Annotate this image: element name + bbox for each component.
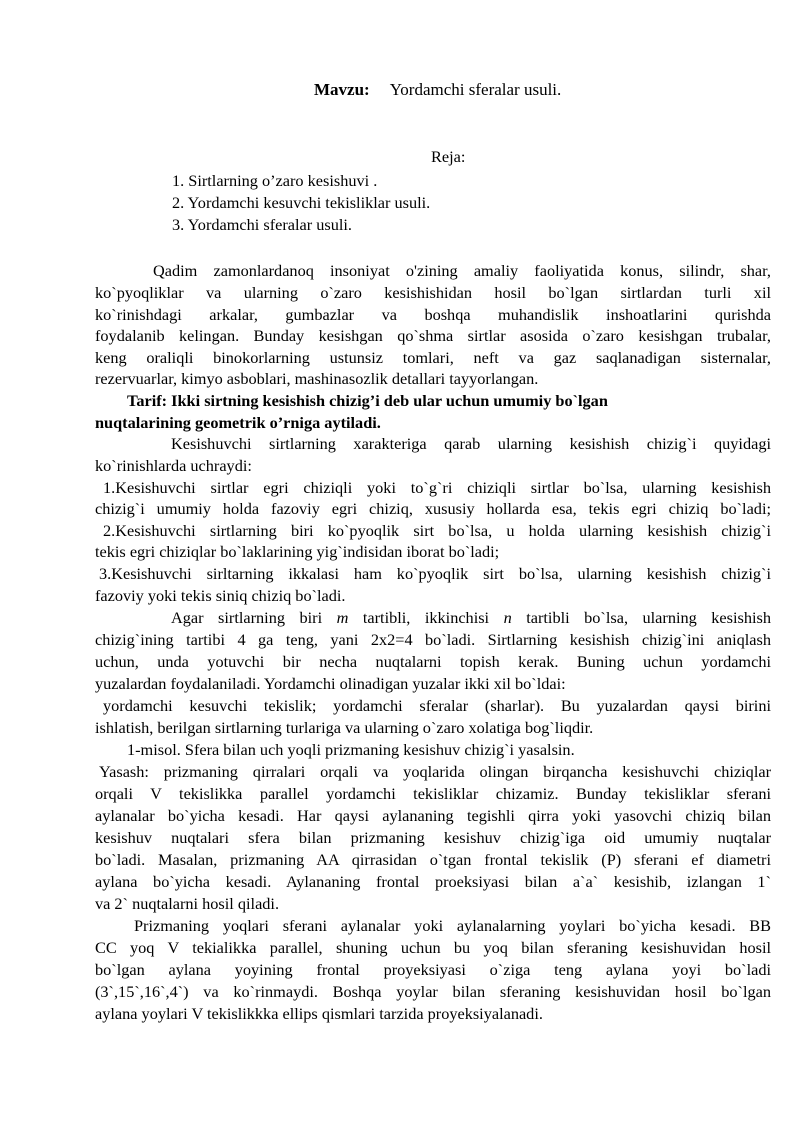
plan-item: 1. Sirtlarning o’zaro kesishuvi .: [172, 171, 378, 190]
paragraph-line: kesishuv nuqtalari sfera bilan prizmaning kesishuv chizig`iga oid umumiy nuqtalar: [95, 828, 771, 847]
text-run: Agar sirtlarning biri: [171, 608, 337, 627]
paragraph-line: CC yoq V tekialikka parallel, shuning uchun bu yoq bilan sferaning kesishuvidan hosil: [95, 938, 771, 957]
example-heading: 1-misol. Sfera bilan uch yoqli prizmaning kesishuv chizig`i yasalsin.: [127, 740, 575, 759]
paragraph-line: ko`pyoqliklar va ularning o`zaro kesishishidan hosil bo`lgan sirtlardan turli xil: [95, 283, 771, 302]
paragraph-line: ko`rinishdagi arkalar, gumbazlar va boshqa muhandislik inshoatlarini qurishda: [95, 305, 771, 324]
paragraph-line: ko`rinishlarda uchraydi:: [95, 456, 252, 475]
list-item-line: 2.Kesishuvchi sirtlarning biri ko`pyoqlik sirt bo`lsa, u holda ularning kesishish chizig`i: [103, 521, 771, 540]
paragraph-line: rezervuarlar, kimyo asboblari, mashinasozlik detallari tayyorlangan.: [95, 369, 539, 388]
title-label: Mavzu:: [314, 80, 370, 99]
list-item-line: tekis egri chiziqlar bo`laklarining yig`indisidan iborat bo`ladi;: [95, 542, 500, 561]
list-item-line: 1.Kesishuvchi sirtlar egri chiziqli yoki to`g`ri chiziqli sirtlar bo`lsa, ularning kesishish: [103, 478, 771, 497]
paragraph-line: yordamchi kesuvchi tekislik; yordamchi sferalar (sharlar). Bu yuzalardan qaysi birini: [103, 696, 771, 715]
paragraph-line: Prizmaning yoqlari sferani aylanalar yoki aylanalarning yoylari bo`yicha kesadi. BB: [134, 916, 771, 935]
definition-line: nuqtalarining geometrik o’rniga aytiladi.: [95, 413, 381, 432]
definition-line: Tarif: Ikki sirtning kesishish chizig’i deb ular uchun umumiy bo`lgan: [127, 391, 608, 410]
paragraph-line: va 2` nuqtalarni hosil qiladi.: [95, 894, 280, 913]
paragraph-line: chizig`ining tartibi 4 ga teng, yani 2x2=4 bo`ladi. Sirtlarning kesishish chizig`ini aniqlash: [95, 630, 771, 649]
paragraph-line: bo`lgan aylana yoyining frontal proyeksiyasi o`ziga teng aylana yoyi bo`ladi: [95, 960, 771, 979]
paragraph-line: orqali V tekislikka parallel yordamchi tekisliklar chizamiz. Bunday tekisliklar sferani: [95, 784, 771, 803]
paragraph-line: aylanalar bo`yicha kesadi. Har qaysi aylananing tegishli qirra yoki yasovchi chiziq bilan: [95, 806, 771, 825]
paragraph-line: aylana bo`yicha kesadi. Aylananing frontal proeksiyasi bilan a`a` kesishib, izlangan 1`: [95, 872, 771, 891]
paragraph-line: keng oraliqli binokorlarning ustunsiz tomlari, neft va gaz saqlanadigan sisternalar,: [95, 348, 771, 367]
plan-heading: Reja:: [431, 147, 466, 166]
paragraph-line: Yasash: prizmaning qirralari orqali va yoqlarida olingan birqancha kesishuvchi chiziqlar: [99, 762, 771, 781]
paragraph-line: Qadim zamonlardanoq insoniyat o'zining amaliy faoliyatida konus, silindr, shar,: [153, 261, 771, 280]
variable-m: m: [336, 608, 349, 627]
variable-n: n: [503, 608, 512, 627]
paragraph-line: aylana yoylari V tekislikkka ellips qismlari tarzida proyeksiyalanadi.: [95, 1004, 543, 1023]
paragraph-line: (3`,15`,16`,4`) va ko`rinmaydi. Boshqa yoylar bilan sferaning kesishuvidan hosil bo`lgan: [95, 982, 771, 1001]
plan-item: 2. Yordamchi kesuvchi tekisliklar usuli.: [172, 193, 431, 212]
paragraph-line: [171, 607, 771, 629]
text-run: tartibli, ikkinchisi: [348, 608, 504, 627]
list-item-line: fazoviy yoki tekis siniq chiziq bo`ladi.: [95, 586, 346, 605]
text-run: tartibli bo`lsa, ularning kesishish: [511, 608, 771, 627]
title-text: Yordamchi sferalar usuli.: [389, 80, 562, 99]
plan-item: 3. Yordamchi sferalar usuli.: [172, 215, 352, 234]
list-item-line: 3.Kesishuvchi sirltarning ikkalasi ham ko`pyoqlik sirt bo`lsa, ularning kesishish chizig`i: [99, 564, 771, 583]
document-title: [314, 79, 561, 101]
paragraph-line: yuzalardan foydalaniladi. Yordamchi olinadigan yuzalar ikki xil bo`ldai:: [95, 674, 566, 693]
paragraph-line: uchun, unda yotuvchi bir necha nuqtalarni topish kerak. Buning uchun yordamchi: [95, 652, 771, 671]
paragraph-line: ishlatish, berilgan sirtlarning turlariga va ularning o`zaro xolatiga bog`liqdir.: [95, 718, 594, 737]
paragraph-line: Kesishuvchi sirtlarning xarakteriga qarab ularning kesishish chizig`i quyidagi: [171, 434, 771, 453]
list-item-line: chizig`i umumiy holda fazoviy egri chiziq, xususiy hollarda esa, tekis egri chiziq bo`ladi;: [95, 499, 771, 518]
paragraph-line: bo`ladi. Masalan, prizmaning AA qirrasidan o`tgan frontal tekislik (P) sferani ef diametri: [95, 850, 771, 869]
paragraph-line: foydalanib kelingan. Bunday kesishgan qo`shma sirtlar asosida o`zaro kesishgan trubalar,: [95, 326, 771, 345]
